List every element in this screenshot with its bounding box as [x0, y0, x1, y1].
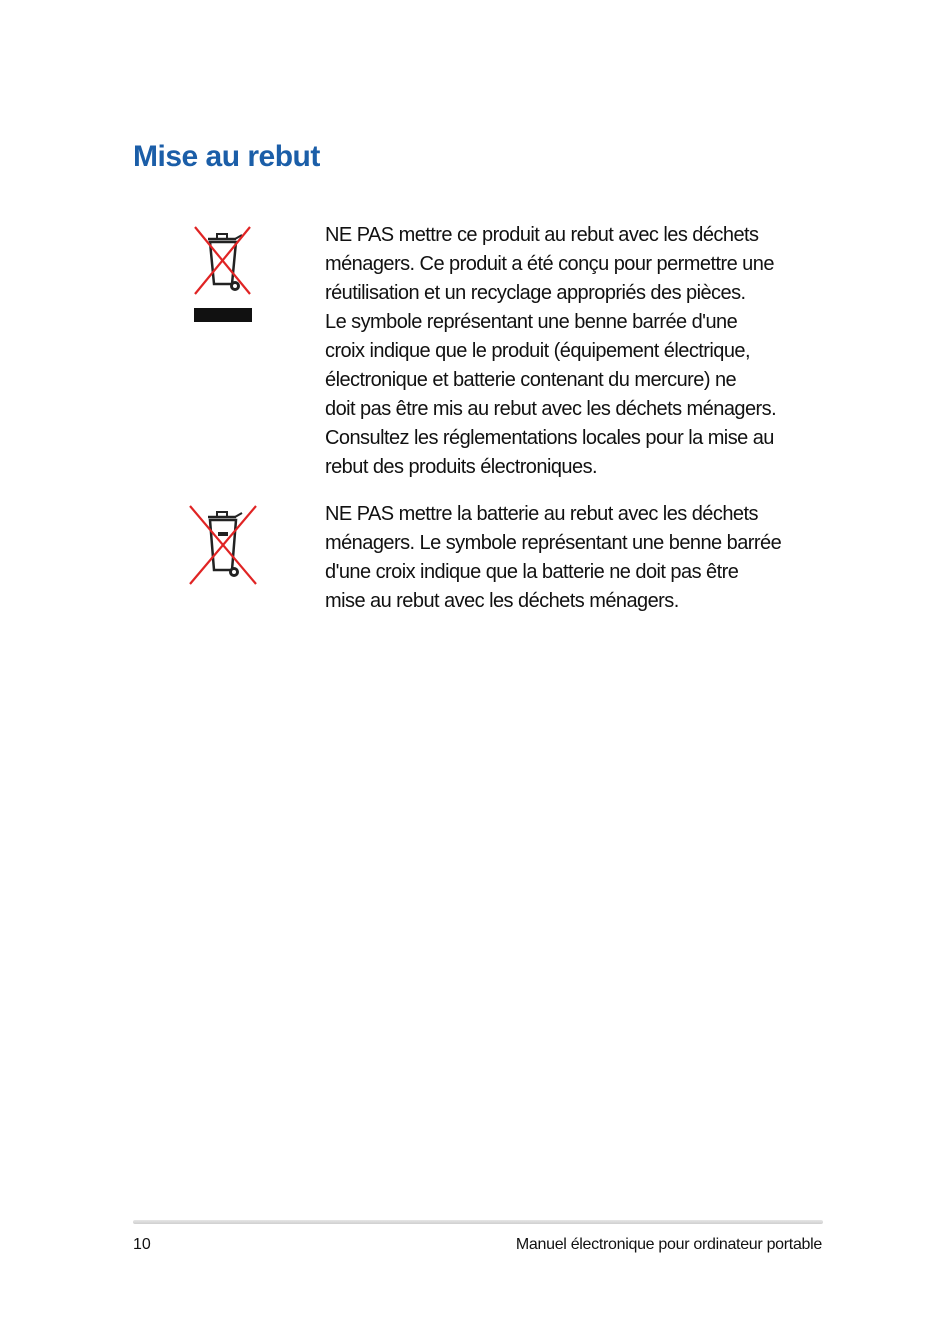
crossed-out-wheeled-bin-icon [190, 222, 256, 328]
page-title: Mise au rebut [133, 140, 320, 173]
disposal-product-text: NE PAS mettre ce produit au rebut avec les déchets ménagers. Ce produit a été conçu pour permettre une réutilisation et un recyclage appropriés des pièces. Le symbole représentant une benne barrée d'une croix indique que le produit (équipement électrique, électronique et batterie contenant du mercure) ne doit pas être mis au rebut avec les déchets ménagers. Consultez les réglementations locales pour la mise au rebut des produits électroniques. [325, 224, 777, 478]
crossed-out-battery-bin-icon [186, 502, 260, 590]
footer-divider [133, 1220, 823, 1224]
disposal-battery-text: NE PAS mettre la batterie au rebut avec les déchets ménagers. Le symbole représentant une benne barrée d'une croix indique que la batterie ne doit pas être mise au rebut avec les déchets ménagers. [325, 503, 782, 612]
page-number: 10 [133, 1236, 151, 1253]
manual-title: Manuel électronique pour ordinateur portable [515, 1236, 822, 1253]
